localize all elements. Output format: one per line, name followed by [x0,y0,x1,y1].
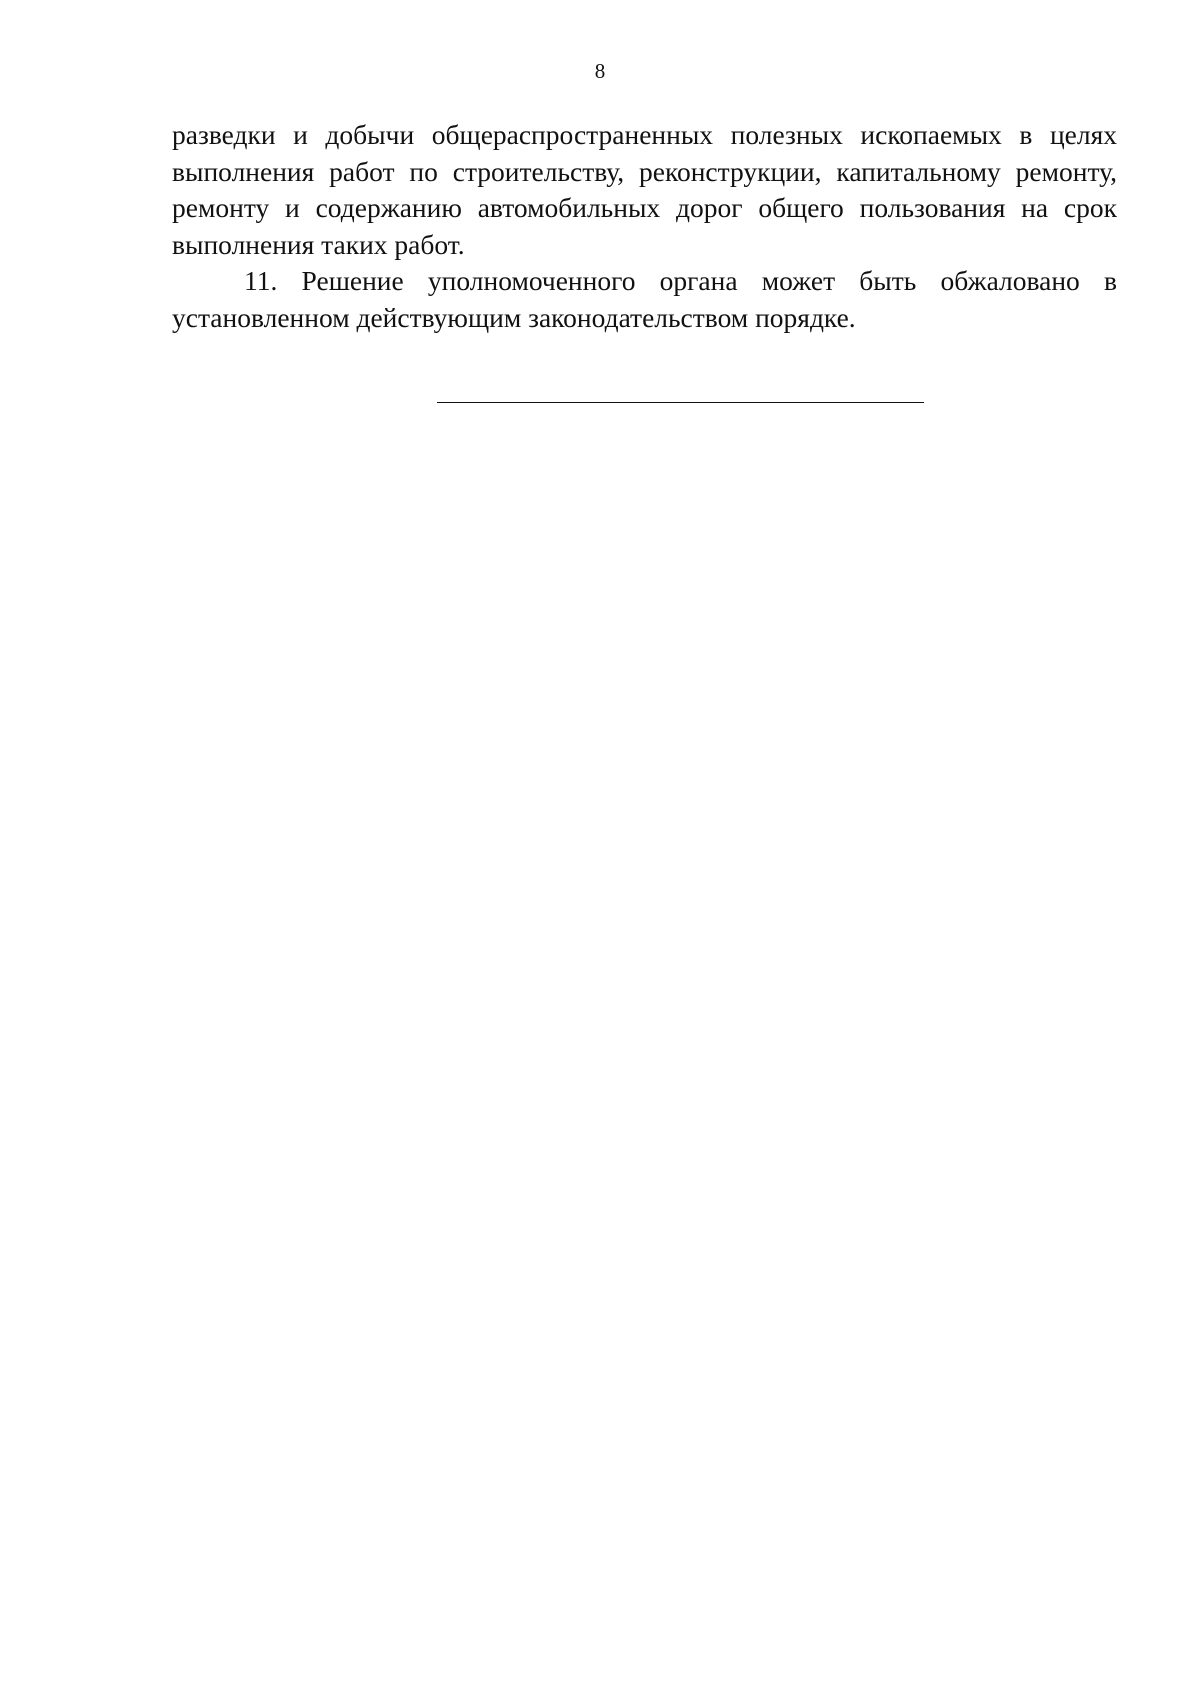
end-of-document-line [437,402,924,403]
paragraph-continuation: разведки и добычи общераспространенных полезных ископаемых в целях выполнения работ по строительству, реконструкции, капитальному ремонту, ремонту и содержанию автомобильных дорог общего пользования на срок выполнения таких работ. [172,119,1117,260]
page-number: 8 [594,59,606,83]
paragraph-item-11: 11. Решение уполномоченного органа может быть обжаловано в установленном действующим законодательством порядке. [172,265,1117,333]
document-body [172,117,1117,336]
